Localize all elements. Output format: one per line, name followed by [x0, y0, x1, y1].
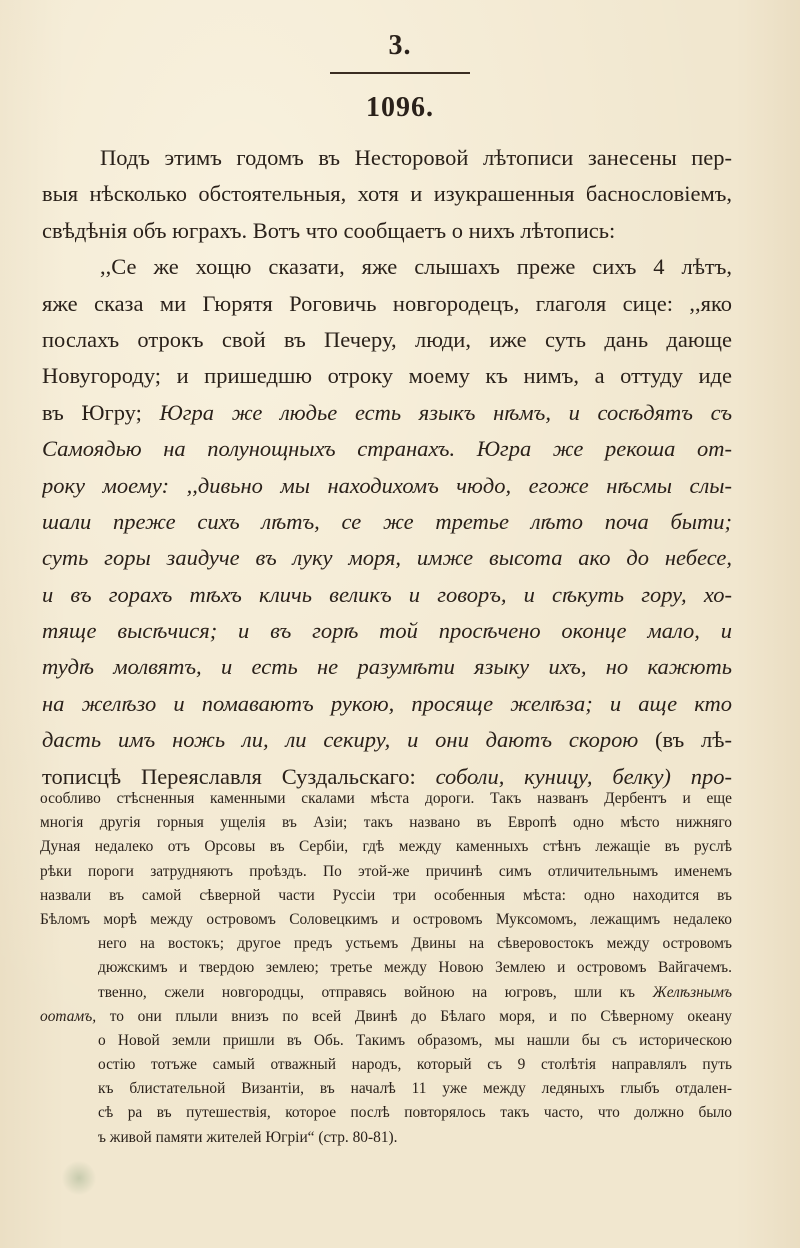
main-text — [42, 140, 732, 795]
text-line-segment: Югра же рекоша от- — [476, 436, 732, 462]
footnote-line-segment: Желѣзнымъ — [652, 983, 732, 1001]
footnote-line — [40, 956, 732, 980]
page-number: 3. — [388, 30, 412, 61]
text-line-segment: ,,Се же хощю сказати, яже слышахъ преже сихъ 4 лѣтъ, — [100, 254, 732, 280]
footnote-line — [40, 860, 732, 884]
footnote-line — [40, 835, 732, 859]
footnote-line — [40, 981, 732, 1005]
footnote-line-segment: ъ живой памяти жителей Югріи“ (стр. 80-81). — [98, 1128, 398, 1146]
text-line — [42, 722, 732, 758]
text-line-segment: Новугороду; и пришедшю отроку моему къ нимъ, а оттуду иде — [42, 363, 732, 389]
footnote-line-segment: о Новой земли пришли въ Обь. Такимъ образомъ, мы нашли бы съ историческою — [98, 1031, 732, 1049]
footnote-line — [40, 884, 732, 908]
text-line — [42, 577, 732, 613]
footnote-line — [40, 1077, 732, 1101]
text-line — [42, 431, 732, 467]
footnote-line-segment: Дуная недалеко отъ Орсовы въ Сербіи, гдѣ между каменныхъ стѣнъ лежащіе въ руслѣ — [40, 838, 732, 856]
footnote-line — [40, 908, 732, 932]
text-line-segment: и въ горахъ тѣхъ кличь великъ и говоръ, и сѣкуть гору, хо- — [42, 581, 732, 607]
text-line — [42, 176, 732, 212]
text-line-segment: на желѣзо и помаваютъ рукою, просяще желѣза; и аще кто — [42, 690, 732, 716]
footnote-text — [40, 787, 732, 1150]
text-line — [42, 540, 732, 576]
heading-rule — [330, 72, 470, 74]
footnote-line — [40, 1029, 732, 1053]
text-line-segment: Подъ этимъ годомъ въ Несторовой лѣтописи занесены пер- — [100, 145, 732, 170]
text-line-segment: дасть имъ ножь ли, ли секиру, и они даютъ скорою — [42, 727, 656, 753]
text-line-segment: въ Югру; — [42, 399, 160, 425]
footnote-line-segment: твенно, сжели новгородцы, отправясь войною на югровъ, шли къ — [98, 983, 653, 1001]
footnote-line-segment: многія другія горныя ущелія въ Азіи; такъ названо въ Европѣ одно мѣсто нижняго — [40, 814, 732, 832]
footnote-line-segment: къ блистательной Византіи, въ началѣ 11 уже между ледяныхъ глыбъ отдален- — [98, 1080, 732, 1098]
text-line-segment: (въ лѣ- — [655, 727, 732, 753]
footnote-line — [40, 1053, 732, 1077]
footnote-line-segment: сѣ ра въ путешествія, которое послѣ повторялось такъ часто, что должно было — [98, 1104, 732, 1122]
footnote-line-segment: Бѣломъ морѣ между островомъ Соловецкимъ и островомъ Муксомомъ, лежащимъ недалеко — [40, 910, 732, 928]
text-line — [42, 468, 732, 504]
text-line-segment: Югра же людье есть языкъ нѣмъ, и сосѣдятъ съ — [159, 399, 732, 425]
footnote-line-segment: оотамъ, — [40, 1007, 110, 1025]
footnote-line-segment: него на востокъ; другое предъ устьемъ Двины на сѣверовостокъ между островомъ — [98, 935, 732, 953]
text-line-segment: шали преже сихъ лѣтъ, се же третье лѣто поча быти; — [42, 508, 732, 534]
text-line-segment: тяще высѣчися; и въ горѣ той просѣчено оконце мало, и — [42, 618, 732, 644]
text-line-segment: соболи, куницу, белку) про- — [435, 763, 732, 789]
footnote-line-segment: особливо стѣсненныя каменными скалами мѣста дороги. Такъ названъ Дербентъ и еще — [40, 790, 732, 807]
text-line-segment: яже сказа ми Гюрятя Роговичь новгородецъ, глаголя сице: ,,яко — [42, 290, 732, 316]
text-line — [42, 322, 732, 358]
footnote-line-segment: рѣки пороги затрудняютъ проѣздъ. По этой-же причинѣ симъ отличительнымъ именемъ — [40, 862, 732, 880]
footnote-line — [40, 1101, 732, 1125]
text-line — [42, 504, 732, 540]
footnote-line-segment: то они плыли внизъ по всей Двинѣ до Бѣлаго моря, и по Сѣверному океану — [109, 1007, 732, 1025]
text-line-segment: тописцѣ Переяславля Суздальскаго: — [42, 763, 436, 789]
footnote-line-segment: дюжскимъ и твердою землею; третье между Новою Землею и островомъ Вайгачемъ. — [98, 959, 732, 977]
text-line-segment: тудѣ молвятъ, и есть не разумѣти языку ихъ, но кажють — [42, 654, 732, 680]
text-line — [42, 249, 732, 285]
text-line — [42, 213, 732, 249]
footnote-line — [40, 787, 732, 811]
footnote-line-segment: назвали въ самой сѣверной части Руссіи три особенныя мѣста: одно находится въ — [40, 886, 732, 904]
year-heading: 1096. — [366, 92, 434, 123]
text-line-segment: послахъ отрокъ свой въ Печеру, люди, иже суть дань дающе — [42, 326, 732, 352]
text-line — [42, 286, 732, 322]
footnote-line-segment: остію тотъже самый отважный народъ, который съ 9 столѣтія направлялъ путь — [98, 1056, 732, 1074]
text-line — [42, 649, 732, 685]
footnote-line — [40, 811, 732, 835]
footnote-line — [40, 1126, 732, 1150]
text-line-segment: свѣдѣнія объ юграхъ. Вотъ что сообщаетъ о нихъ лѣтопись: — [42, 217, 616, 243]
ink-stain — [62, 1160, 96, 1196]
text-line — [42, 140, 732, 176]
footnote-line — [40, 932, 732, 956]
text-line-segment: Самоядью на полунощныхъ странахъ. — [42, 436, 477, 462]
text-line — [42, 686, 732, 722]
text-line — [42, 613, 732, 649]
text-line-segment: выя нѣсколько обстоятельныя, хотя и изукрашенныя баснословіемъ, — [42, 181, 732, 207]
text-line — [42, 358, 732, 394]
text-line-segment: року моему: ,,дивьно мы находихомъ чюдо, егоже нѣсмы слы- — [42, 472, 732, 498]
text-line-segment: суть горы заидуче въ луку моря, имже высота ако до небесе, — [42, 545, 732, 571]
text-line — [42, 395, 732, 431]
footnote-line — [40, 1005, 732, 1029]
